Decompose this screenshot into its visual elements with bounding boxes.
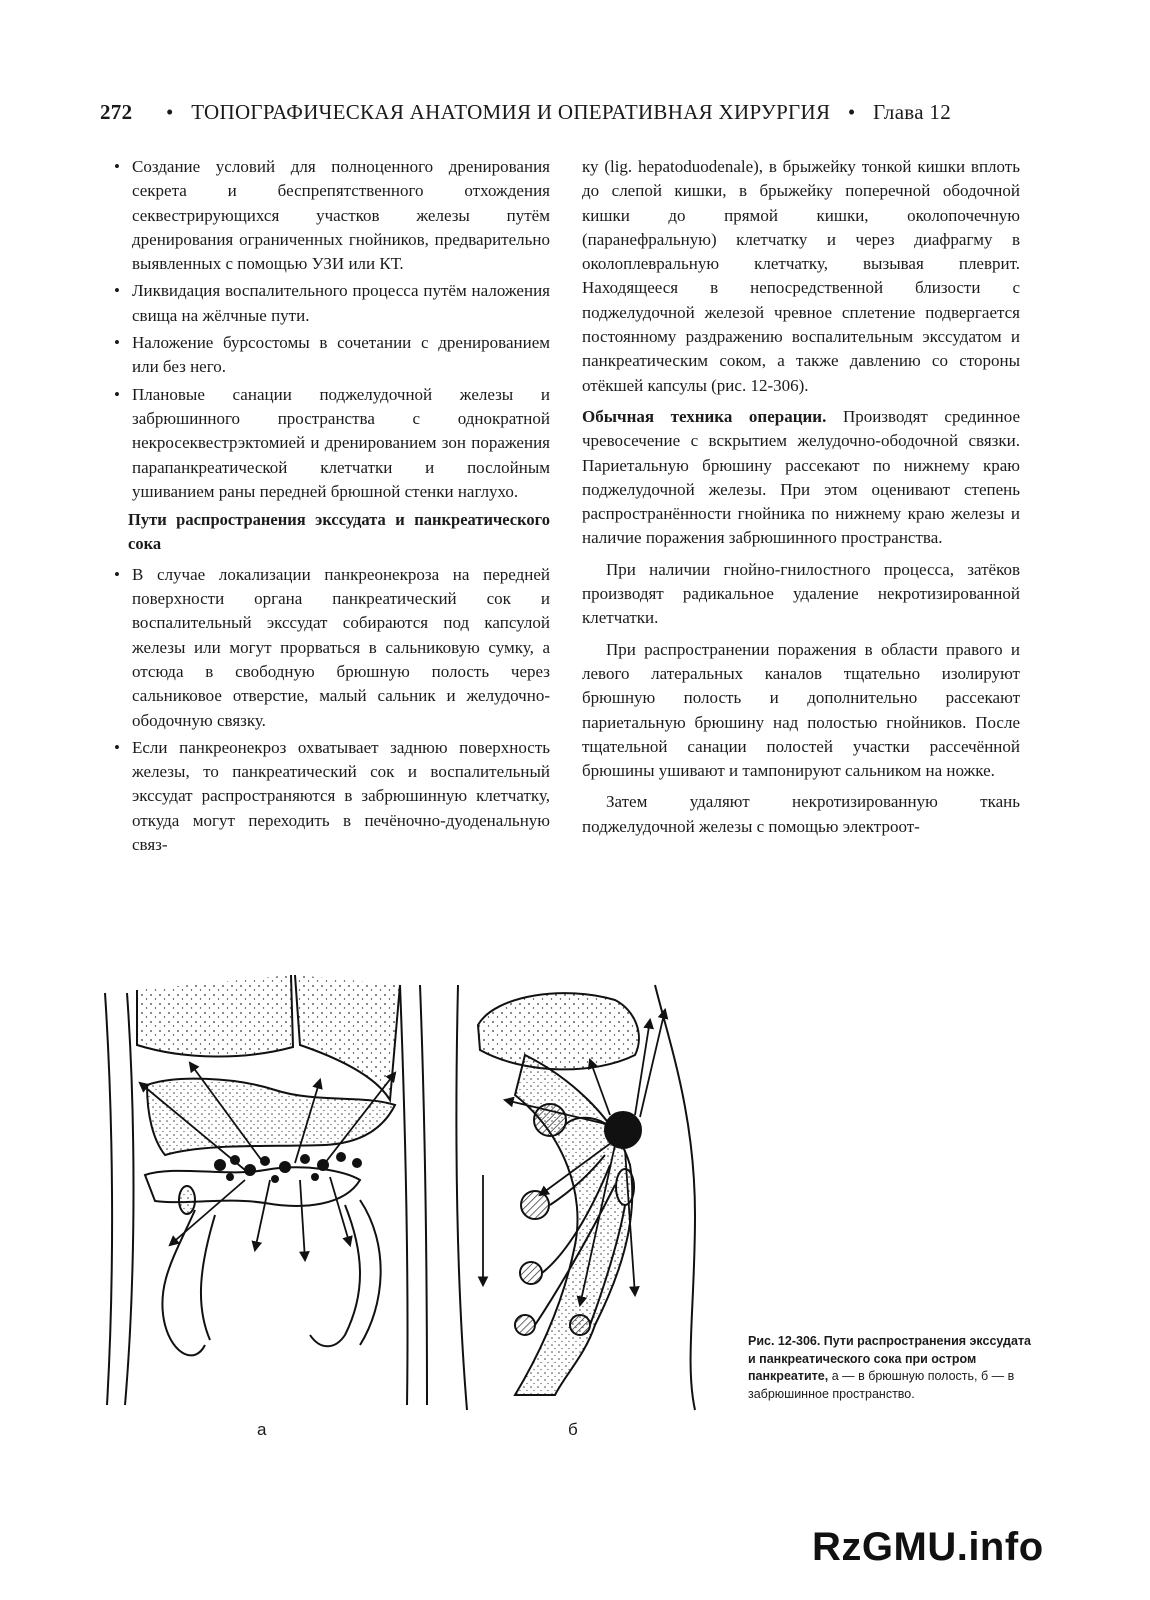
header-separator: • [165,100,174,124]
paragraph [582,405,1020,551]
list-item: • Наложение бурсостомы в сочетании с дренированием или без него. [112,331,550,380]
chapter-label: Глава 12 [873,100,952,124]
caption-text: а — в брюшную полость, б — в забрюшинное пространство. [748,1369,1015,1401]
panel-b-drawing [456,985,695,1410]
list-item: • Ликвидация воспалительного процесса путём наложения свища на жёлчные пути. [112,279,550,328]
paragraph: Затем удаляют некротизированную ткань поджелудочной железы с помощью электроот- [582,792,1020,836]
list-item: • В случае локализации панкреонекроза на передней поверхности органа панкреатический сок и воспалительный экссудат собираются под капсулой железы или могут прорваться в сальниковую сумку, а отсюда в свободную брюшную полость через сальниковое отверстие, малый сальник и желудочно-ободочную связку. [112,563,550,733]
caption-title: Рис. 12-306. Пути распространения экссудата и панкреатического сока при остром панкреатите, [748,1334,1032,1383]
paragraph-text: Производят срединное чревосечение с вскрытием желудочно-ободочной связки. Париетальную брюшину рассекают по нижнему краю поджелудочной железы. При этом оценивают степень распространённости гнойника по нижнему краю железы и наличие поражения забрюшинного пространства. [582,406,1020,548]
figure-12-306 [95,965,735,1445]
paragraph: При наличии гнойно-гнилостного процесса, затёков производят радикальное удаление некротизированной клетчатки. [582,559,1020,628]
list-item: • Плановые санации поджелудочной железы и забрюшинного пространства с однократной некросеквестрэктомией и дренированием зон поражения парапанкреатической клетчатки и послойным ушиванием раны передней брюшной стенки наглухо. [112,383,550,504]
figure-label-b: б [568,1420,578,1439]
list-item: • Если панкреонекроз охватывает заднюю поверхность железы, то панкреатический сок и воспалительный экссудат распространяются в забрюшинную клетчатку, откуда могут переходить в печёночно-дуоденальную связ- [112,736,550,857]
header-separator: • [847,100,856,124]
figure-caption [748,1333,1038,1403]
left-column [112,155,550,860]
site-watermark: RzGMU.info [812,1525,1044,1569]
panel-a-drawing [105,975,427,1405]
anatomical-illustration [95,965,735,1415]
book-title: ТОПОГРАФИЧЕСКАЯ АНАТОМИЯ И ОПЕРАТИВНАЯ ХИРУРГИЯ [191,100,831,124]
page-header [100,100,1050,132]
paragraph: ку (lig. hepatoduodenale), в брыжейку тонкой кишки вплоть до слепой кишки, в брыжейку поперечной ободочной кишки до прямой кишки, околопочечную (паранефральную) клетчатку и через диафрагму в околоплевральную клетчатку, вызывая плеврит. Находящееся в непосредственной близости с поджелудочной железой чревное сплетение подвергается постоянному раздражению воспалительным экссудатом и панкреатическим соком, а также давлению со стороны отёкшей капсулы (рис. 12-306). [582,157,1020,395]
figure-label-a: а [257,1420,267,1439]
run-in-heading: Обычная техника операции. [582,406,827,426]
right-column [582,155,1020,846]
list-item: • Создание условий для полноценного дренирования секрета и беспрепятственного отхождения секвестрирующихся участков железы путём дренирования ограниченных гнойников, предварительно выявленных с помощью УЗИ или КТ. [112,155,550,276]
section-heading: Пути распространения экссудата и панкреатического сока [128,510,550,554]
page-number: 272 [100,100,133,124]
paragraph: При распространении поражения в области правого и левого латеральных каналов тщательно изолируют брюшную полость и дополнительно рассекают париетальную брюшину над полостью гнойников. После тщательной санации полостей участки рассечённой брюшины ушивают и тампонируют сальником на ножке. [582,639,1020,781]
